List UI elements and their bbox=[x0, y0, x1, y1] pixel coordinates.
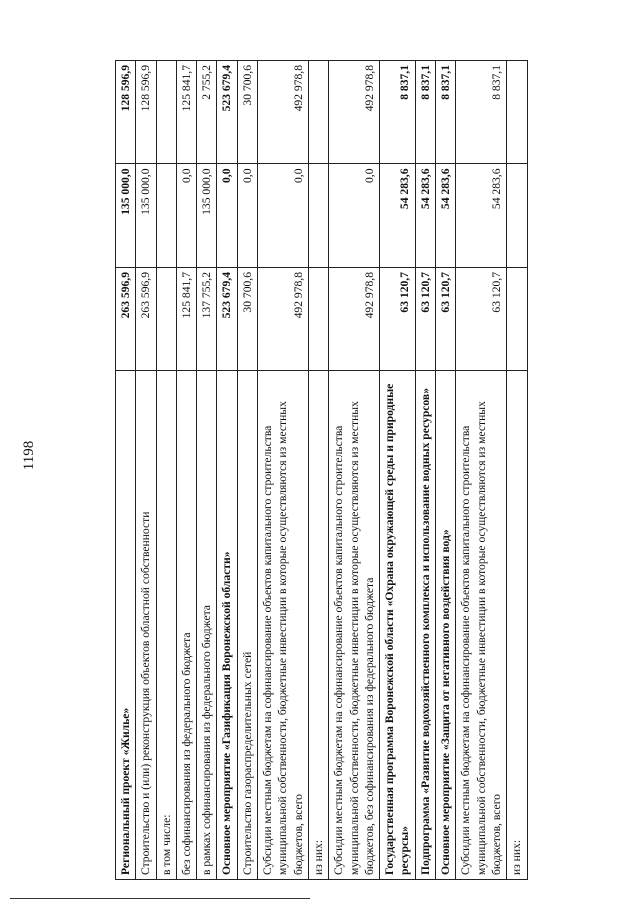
table-row bbox=[436, 61, 456, 880]
row-value-federal-cell: 135 000,0 bbox=[116, 164, 136, 268]
row-value-total-cell: 125 841,7 bbox=[176, 268, 196, 372]
row-value-federal-cell bbox=[156, 164, 176, 268]
row-label-cell: Субсидии местным бюджетам на софинансирование объектов капитального строительства муниципальной собственности, бюджетные инвестиции в которые осуществляются из местных бюджетов, без софинансирования из федерального бюджета bbox=[329, 371, 380, 880]
row-value-federal-cell: 135 000,0 bbox=[197, 164, 217, 268]
row-value-regional-cell: 492 978,8 bbox=[258, 61, 309, 165]
table-row bbox=[217, 61, 237, 880]
table-row bbox=[308, 61, 328, 880]
row-value-regional-cell: 8 837,1 bbox=[436, 61, 456, 165]
table-row bbox=[415, 61, 435, 880]
row-label-cell: из них: bbox=[507, 371, 527, 880]
page-number bbox=[20, 430, 40, 480]
row-value-regional-cell: 2 755,2 bbox=[197, 61, 217, 165]
row-value-federal-cell: 0,0 bbox=[176, 164, 196, 268]
row-label-cell: из них: bbox=[308, 371, 328, 880]
row-value-regional-cell: 8 837,1 bbox=[456, 61, 507, 165]
row-label-cell: без софинансирования из федерального бюджета bbox=[176, 371, 196, 880]
row-value-federal-cell: 135 000,0 bbox=[136, 164, 156, 268]
table-row bbox=[197, 61, 217, 880]
row-value-regional-cell: 8 837,1 bbox=[415, 61, 435, 165]
row-value-total-cell bbox=[507, 268, 527, 372]
row-label-cell: Субсидии местным бюджетам на софинансирование объектов капитального строительства муниципальной собственности, бюджетные инвестиции в которые осуществляются из местных бюджетов, всего bbox=[456, 371, 507, 880]
row-label-cell: Строительство газораспределительных сетей bbox=[237, 371, 257, 880]
table-row bbox=[136, 61, 156, 880]
row-value-federal-cell: 54 283,6 bbox=[436, 164, 456, 268]
table-row bbox=[116, 61, 136, 880]
row-value-total-cell: 523 679,4 bbox=[217, 268, 237, 372]
row-value-total-cell: 492 978,8 bbox=[258, 268, 309, 372]
row-label-cell: Подпрограмма «Развитие водохозяйственного комплекса и использование водных ресурсов» bbox=[415, 371, 435, 880]
table-row bbox=[258, 61, 309, 880]
row-value-total-cell: 63 120,7 bbox=[380, 268, 416, 372]
row-value-total-cell: 63 120,7 bbox=[436, 268, 456, 372]
row-value-federal-cell: 0,0 bbox=[258, 164, 309, 268]
row-value-total-cell: 30 700,6 bbox=[237, 268, 257, 372]
row-value-federal-cell: 0,0 bbox=[217, 164, 237, 268]
row-label-cell: Государственная программа Воронежской области «Охрана окружающей среды и природные ресурсы» bbox=[380, 371, 416, 880]
row-value-total-cell bbox=[156, 268, 176, 372]
row-value-regional-cell: 128 596,9 bbox=[136, 61, 156, 165]
table-row bbox=[380, 61, 416, 880]
row-value-total-cell: 137 755,2 bbox=[197, 268, 217, 372]
budget-table-body bbox=[116, 61, 528, 880]
row-value-regional-cell: 523 679,4 bbox=[217, 61, 237, 165]
table-row bbox=[329, 61, 380, 880]
table-row bbox=[156, 61, 176, 880]
row-value-regional-cell: 125 841,7 bbox=[176, 61, 196, 165]
row-value-total-cell: 263 596,9 bbox=[136, 268, 156, 372]
row-value-federal-cell: 54 283,6 bbox=[380, 164, 416, 268]
row-value-federal-cell bbox=[507, 164, 527, 268]
row-label-cell: Строительство и (или) реконструкция объектов областной собственности bbox=[136, 371, 156, 880]
row-value-total-cell bbox=[308, 268, 328, 372]
row-value-regional-cell: 8 837,1 bbox=[380, 61, 416, 165]
table-row bbox=[237, 61, 257, 880]
footer-rule bbox=[10, 898, 310, 899]
row-label-cell: в том числе: bbox=[156, 371, 176, 880]
row-label-cell: Региональный проект «Жилье» bbox=[116, 371, 136, 880]
row-value-federal-cell: 54 283,6 bbox=[415, 164, 435, 268]
row-value-regional-cell bbox=[308, 61, 328, 165]
page-number-text: 1198 bbox=[21, 440, 38, 470]
row-value-federal-cell: 0,0 bbox=[237, 164, 257, 268]
rotated-table-container bbox=[115, 60, 570, 880]
table-row bbox=[176, 61, 196, 880]
row-value-regional-cell: 30 700,6 bbox=[237, 61, 257, 165]
table-row bbox=[456, 61, 507, 880]
row-value-federal-cell bbox=[308, 164, 328, 268]
row-label-cell: Субсидии местным бюджетам на софинансирование объектов капитального строительства муниципальной собственности, бюджетные инвестиции в которые осуществляются из местных бюджетов, всего bbox=[258, 371, 309, 880]
row-value-regional-cell bbox=[507, 61, 527, 165]
row-label-cell: Основное мероприятие «Газификация Воронежской области» bbox=[217, 371, 237, 880]
row-value-total-cell: 63 120,7 bbox=[415, 268, 435, 372]
row-value-federal-cell: 0,0 bbox=[329, 164, 380, 268]
table-row bbox=[507, 61, 527, 880]
row-value-federal-cell: 54 283,6 bbox=[456, 164, 507, 268]
row-value-regional-cell bbox=[156, 61, 176, 165]
row-value-total-cell: 263 596,9 bbox=[116, 268, 136, 372]
row-value-regional-cell: 128 596,9 bbox=[116, 61, 136, 165]
row-label-cell: в рамках софинансирования из федерального бюджета bbox=[197, 371, 217, 880]
budget-table bbox=[115, 60, 528, 880]
row-label-cell: Основное мероприятие «Защита от негативного воздействия вод» bbox=[436, 371, 456, 880]
row-value-total-cell: 63 120,7 bbox=[456, 268, 507, 372]
row-value-regional-cell: 492 978,8 bbox=[329, 61, 380, 165]
row-value-total-cell: 492 978,8 bbox=[329, 268, 380, 372]
